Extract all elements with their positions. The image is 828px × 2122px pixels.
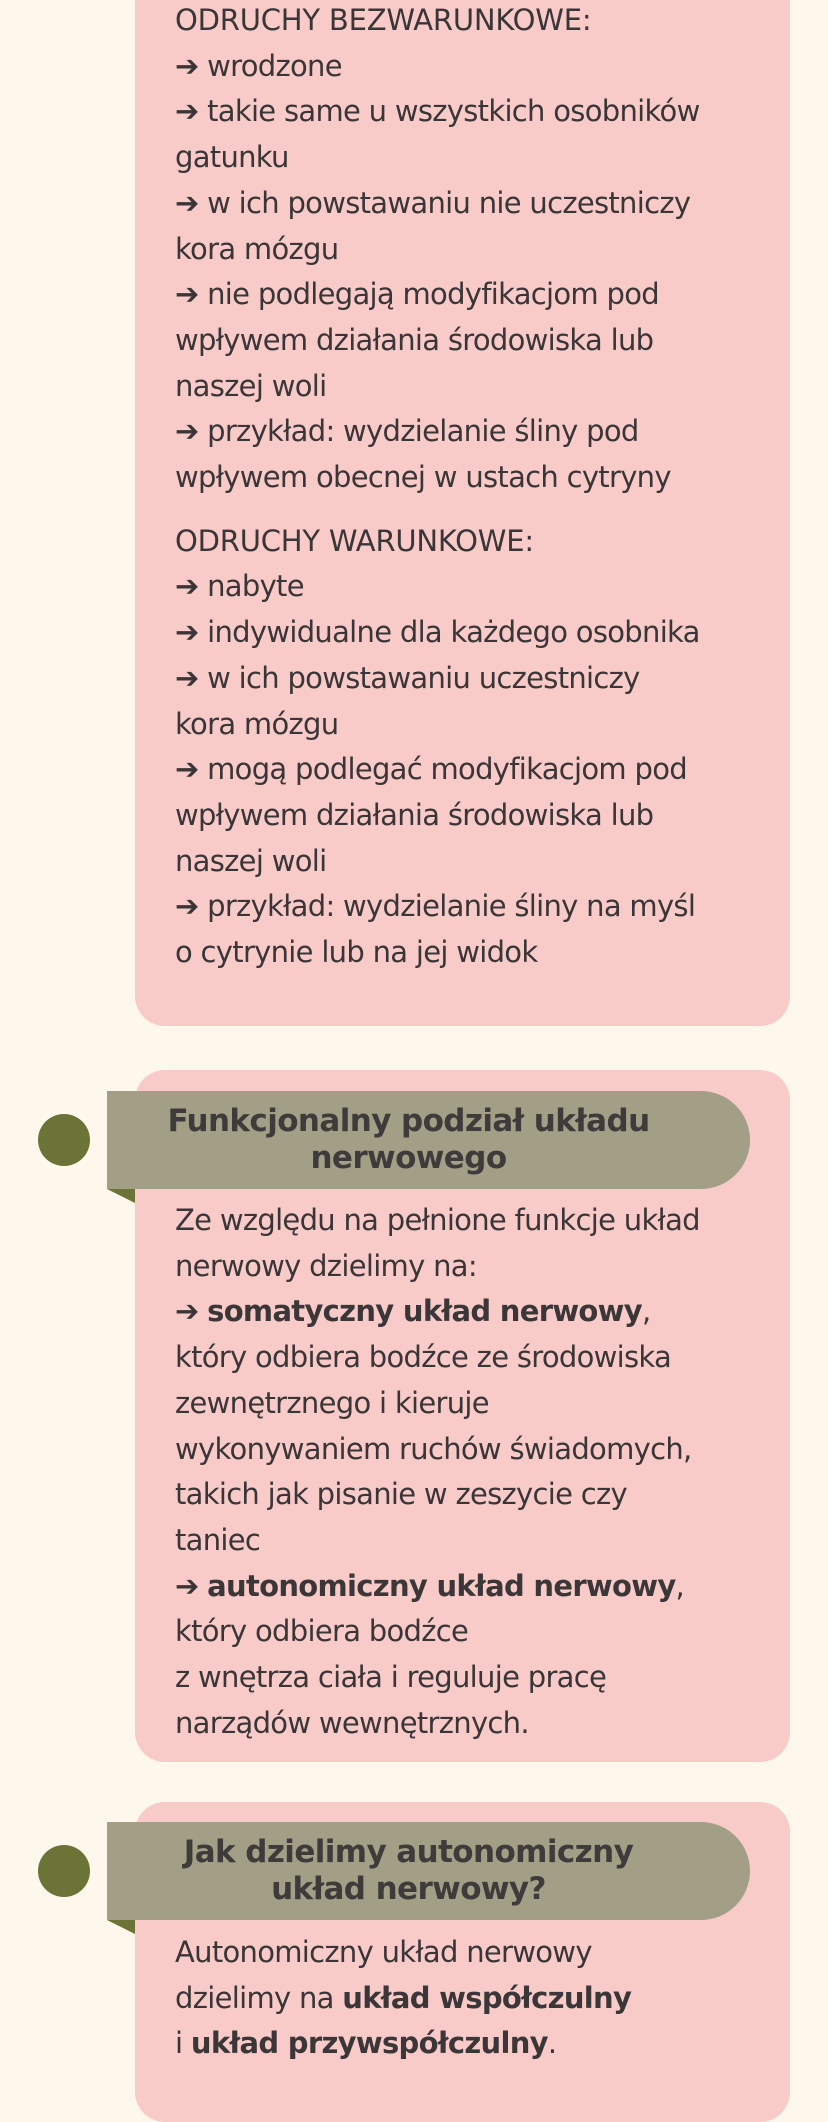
section-title: nerwowego bbox=[310, 1140, 507, 1176]
list-item: wpływem działania środowiska lub bbox=[175, 797, 654, 832]
intro-text: Ze względu na pełnione funkcje układ bbox=[175, 1203, 700, 1237]
section-title: układ nerwowy? bbox=[271, 1871, 546, 1907]
autonomic-text bbox=[175, 2021, 756, 2067]
comma: , bbox=[641, 1294, 651, 1329]
sympathetic-term: układ współczulny bbox=[342, 1980, 632, 2015]
list-item: ➔ w ich powstawaniu uczestniczy bbox=[175, 660, 640, 695]
list-item: kora mózgu bbox=[175, 706, 339, 741]
list-item: ➔ w ich powstawaniu nie uczestniczy bbox=[175, 185, 691, 220]
list-item: ➔ mogą podlegać modyfikacjom pod bbox=[175, 752, 687, 787]
text-fragment: i bbox=[175, 2026, 191, 2061]
autonomic-item bbox=[175, 1564, 756, 1610]
reflexes-card bbox=[135, 0, 790, 1026]
bullet-dot-icon bbox=[38, 1114, 90, 1166]
list-item: ➔ przykład: wydzielanie śliny pod bbox=[175, 414, 639, 449]
arrow-icon: ➔ bbox=[175, 1568, 199, 1603]
intro-text: nerwowy dzielimy na: bbox=[175, 1248, 477, 1283]
autonomic-description: z wnętrza ciała i reguluje pracę bbox=[175, 1660, 607, 1695]
list-item: naszej woli bbox=[175, 843, 327, 878]
list-item: o cytrynie lub na jej widok bbox=[175, 935, 538, 970]
banner-fold bbox=[107, 1189, 135, 1203]
text-fragment: dzielimy na bbox=[175, 1980, 343, 2015]
section-title-banner bbox=[107, 1091, 750, 1189]
list-item: wpływem działania środowiska lub bbox=[175, 322, 654, 357]
unconditioned-reflexes-heading: ODRUCHY BEZWARUNKOWE: bbox=[175, 3, 592, 37]
somatic-description: taniec bbox=[175, 1522, 261, 1557]
list-item: ➔ takie same u wszystkich osobników bbox=[175, 94, 700, 129]
spacer bbox=[175, 501, 756, 519]
banner-fold bbox=[107, 1920, 135, 1934]
period: . bbox=[547, 2026, 557, 2061]
autonomic-description: który odbiera bodźce bbox=[175, 1614, 469, 1649]
somatic-description: wykonywaniem ruchów świadomych, bbox=[175, 1431, 692, 1466]
autonomic-description: narządów wewnętrznych. bbox=[175, 1705, 529, 1740]
comma: , bbox=[675, 1568, 685, 1603]
section-title: Funkcjonalny podział układu bbox=[167, 1103, 650, 1139]
conditioned-reflexes-heading: ODRUCHY WARUNKOWE: bbox=[175, 523, 534, 558]
somatic-description: który odbiera bodźce ze środowiska bbox=[175, 1340, 672, 1375]
list-item: naszej woli bbox=[175, 368, 327, 403]
somatic-term: somatyczny układ nerwowy bbox=[207, 1294, 642, 1329]
arrow-icon: ➔ bbox=[175, 1294, 199, 1329]
list-item: ➔ nabyte bbox=[175, 569, 304, 604]
list-item: ➔ nie podlegają modyfikacjom pod bbox=[175, 277, 659, 312]
autonomic-term: autonomiczny układ nerwowy bbox=[207, 1568, 676, 1603]
list-item: ➔ wrodzone bbox=[175, 48, 342, 83]
parasympathetic-term: układ przywspółczulny bbox=[190, 2026, 548, 2061]
section-title-banner bbox=[107, 1822, 750, 1920]
section-title: Jak dzielimy autonomiczny bbox=[183, 1834, 634, 1870]
somatic-item bbox=[175, 1289, 756, 1335]
list-item: kora mózgu bbox=[175, 231, 339, 266]
list-item: ➔ indywidualne dla każdego osobnika bbox=[175, 615, 700, 650]
somatic-description: zewnętrznego i kieruje bbox=[175, 1385, 489, 1420]
list-item: gatunku bbox=[175, 140, 289, 175]
bullet-dot-icon bbox=[38, 1845, 90, 1897]
list-item: wpływem obecnej w ustach cytryny bbox=[175, 460, 671, 495]
autonomic-text bbox=[175, 1976, 756, 2022]
autonomic-text: Autonomiczny układ nerwowy bbox=[175, 1935, 592, 1969]
list-item: ➔ przykład: wydzielanie śliny na myśl bbox=[175, 889, 696, 924]
somatic-description: takich jak pisanie w zeszycie czy bbox=[175, 1477, 628, 1512]
